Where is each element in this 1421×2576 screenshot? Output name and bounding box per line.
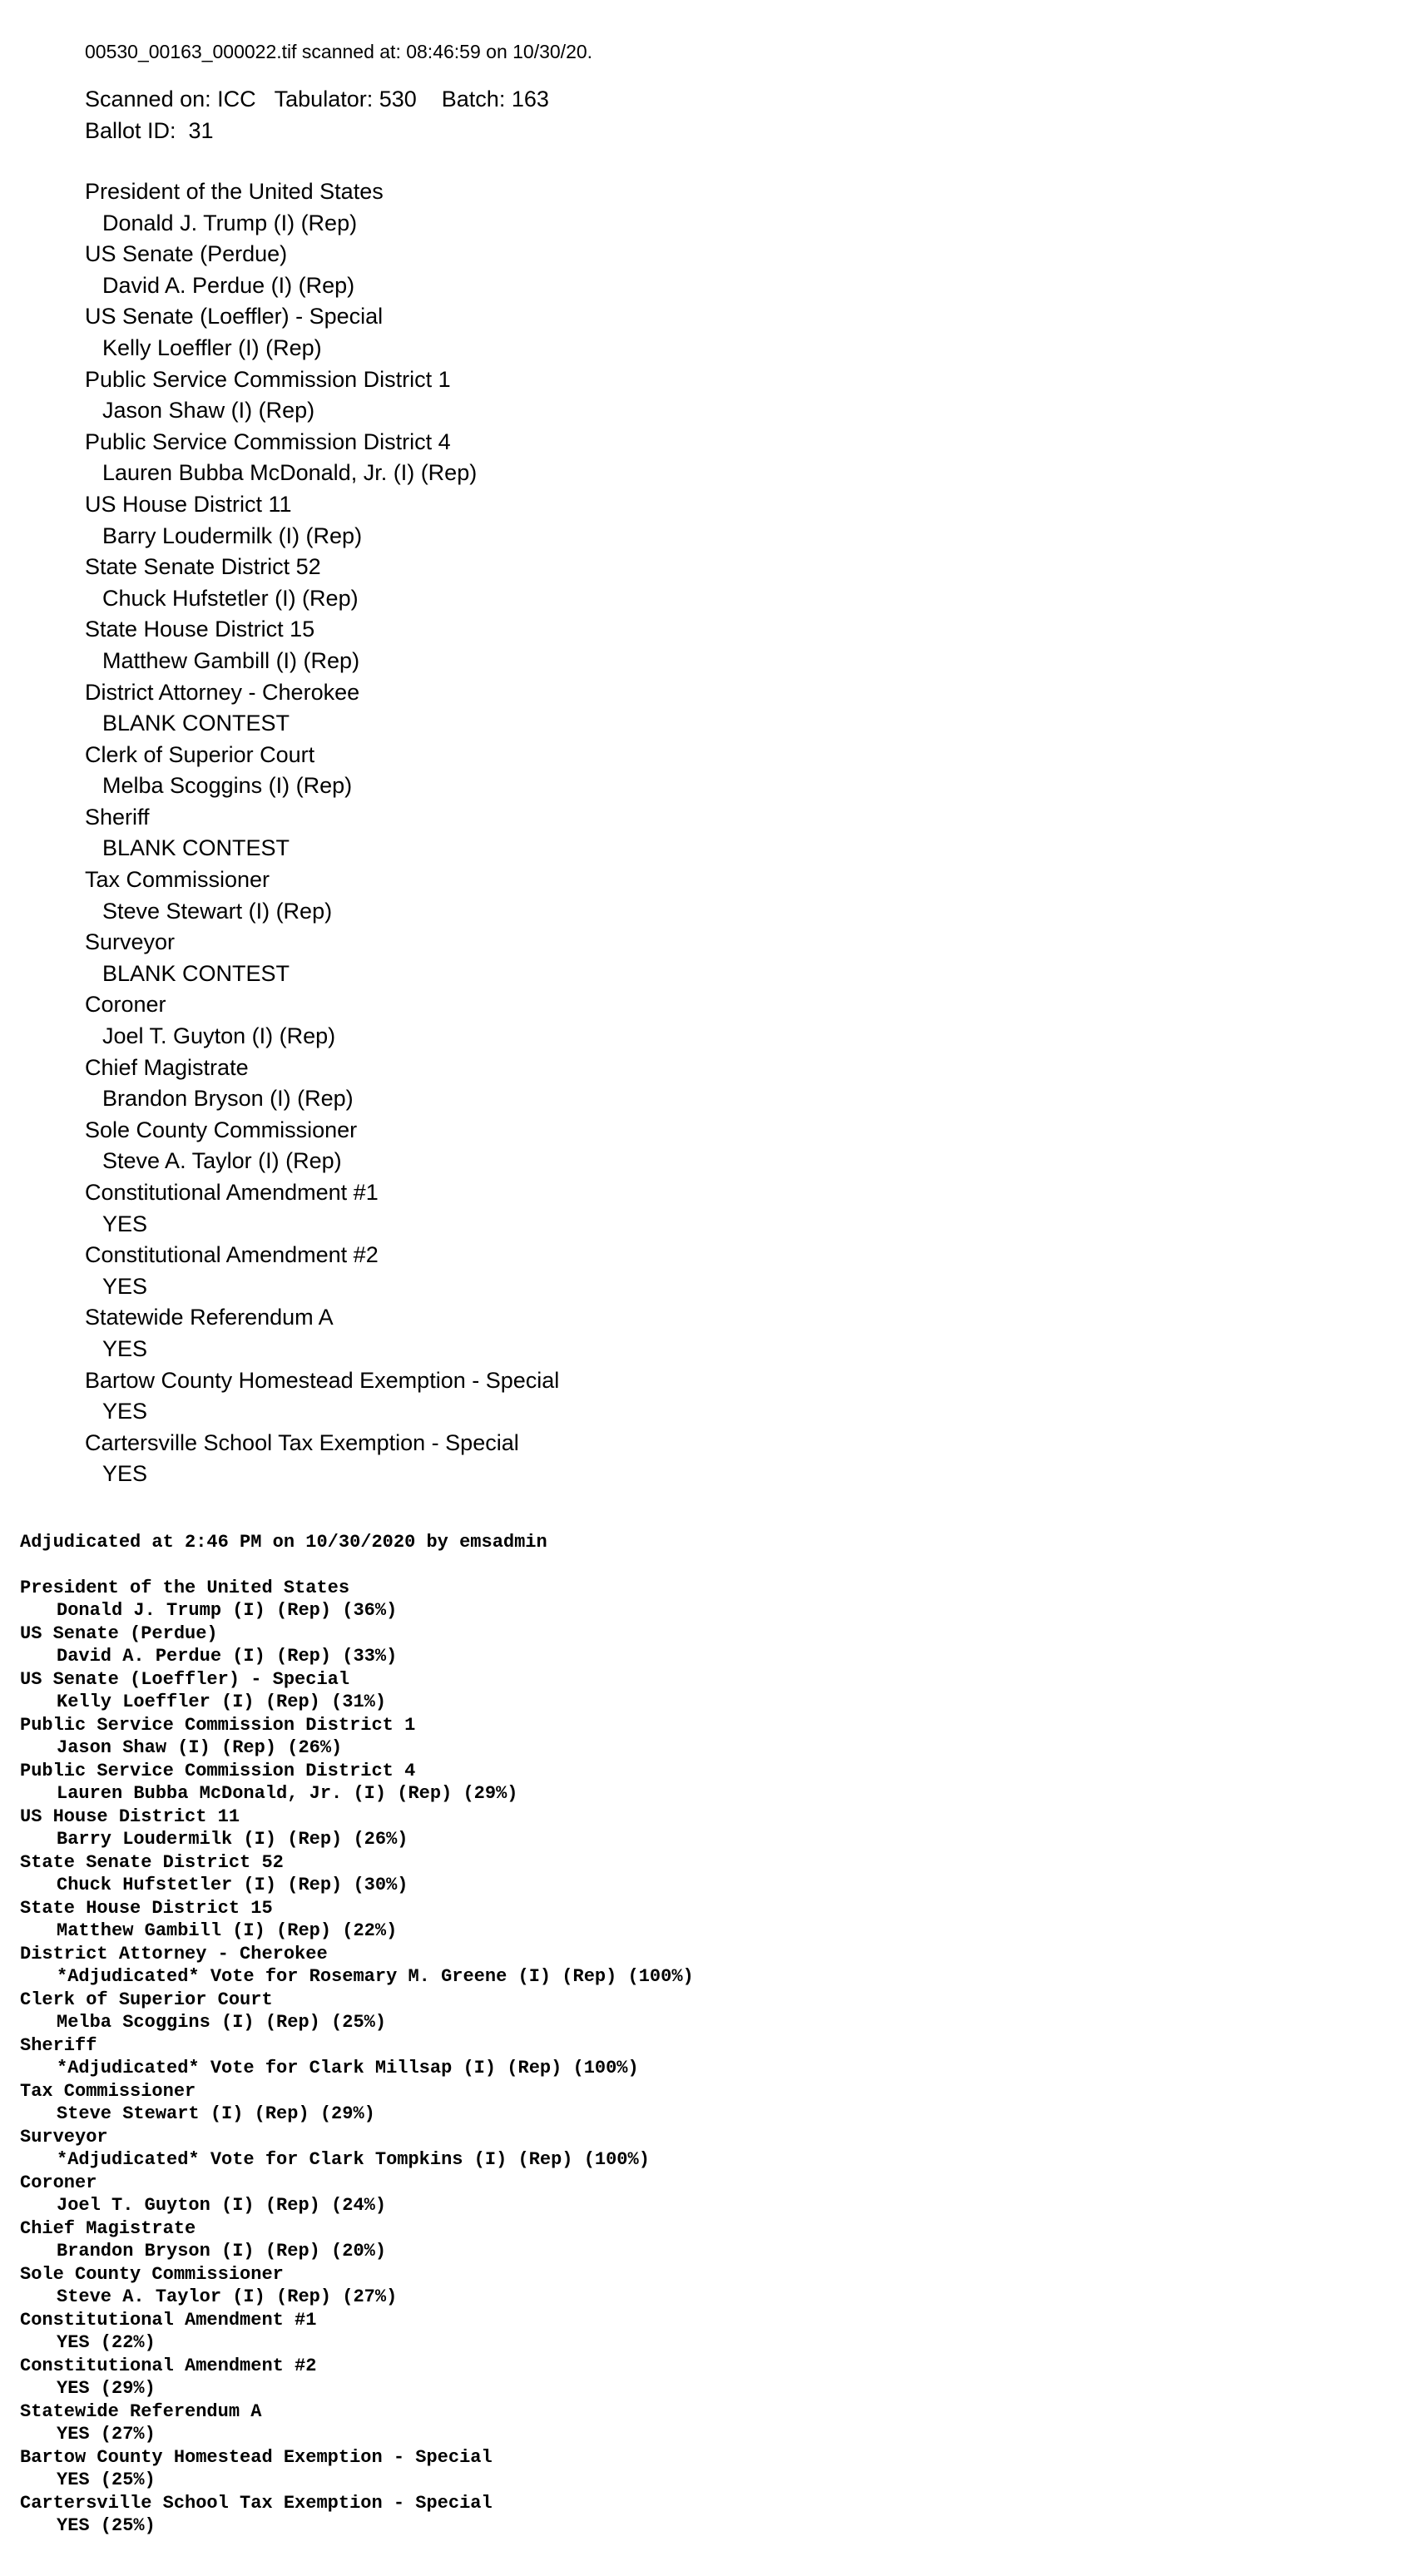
adjudicated-contest-title: Statewide Referendum A [20, 2400, 262, 2422]
adjudicated-contest-title: US Senate (Loeffler) - Special [20, 1668, 350, 1690]
scan-contest-title: US House District 11 [85, 491, 292, 517]
adjudicated-contest-title: Chief Magistrate [20, 2217, 196, 2239]
scan-contest-choice: YES [102, 1211, 148, 1236]
scan-contest-title: President of the United States [85, 179, 384, 204]
scan-section [85, 38, 1250, 1490]
adjudicated-contest-title: Public Service Commission District 4 [20, 1760, 416, 1781]
scan-contest-title: Statewide Referendum A [85, 1305, 334, 1330]
adjudicated-contest-title: State Senate District 52 [20, 1851, 284, 1873]
adjudicated-contest-choice: YES (27%) [57, 2424, 156, 2445]
scan-contest-title: Tax Commissioner [85, 867, 270, 893]
scan-contest-choice: Lauren Bubba McDonald, Jr. (I) (Rep) [102, 460, 478, 486]
adjudication-header: Adjudicated at 2:46 PM on 10/30/2020 by emsadmin [20, 1532, 547, 1553]
scan-contest-title: US Senate (Loeffler) - Special [85, 304, 384, 329]
ballot-id-line: Ballot ID: 31 [85, 118, 214, 143]
scan-contest-title: State House District 15 [85, 617, 315, 642]
scanned-on-line: Scanned on: ICC Tabulator: 530 Batch: 163 [85, 87, 549, 111]
scan-contest-title: Clerk of Superior Court [85, 741, 315, 767]
scan-contest-choice: Chuck Hufstetler (I) (Rep) [102, 585, 359, 611]
adjudicated-contest-choice: Brandon Bryson (I) (Rep) (20%) [57, 2241, 387, 2261]
adjudicated-contest-title: Constitutional Amendment #1 [20, 2309, 317, 2331]
adjudicated-contest-choice: YES (25%) [57, 2515, 156, 2536]
adjudicated-contest-choice: Melba Scoggins (I) (Rep) (25%) [57, 2012, 387, 2033]
scan-contest-choice: Steve Stewart (I) (Rep) [102, 898, 333, 924]
adjudicated-contest-title: Surveyor [20, 2126, 108, 2147]
scan-contest-title: Sheriff [85, 804, 150, 830]
adjudicated-contest-title: Sheriff [20, 2034, 97, 2056]
adjudicated-contest-title: President of the United States [20, 1577, 350, 1598]
scan-contest-choice: David A. Perdue (I) (Rep) [102, 272, 355, 298]
adjudicated-contest-choice: YES (25%) [57, 2469, 156, 2490]
scan-contest-title: Bartow County Homestead Exemption - Special [85, 1367, 560, 1393]
adjudicated-contest-choice: Kelly Loeffler (I) (Rep) (31%) [57, 1692, 387, 1712]
scan-contest-title: Public Service Commission District 4 [85, 429, 451, 454]
scan-contest-choice: Joel T. Guyton (I) (Rep) [102, 1023, 336, 1049]
scan-contest-choice: YES [102, 1399, 148, 1424]
scan-contest-title: Public Service Commission District 1 [85, 366, 451, 392]
scan-contest-title: US Senate (Perdue) [85, 241, 288, 267]
adjudicated-contest-title: US House District 11 [20, 1806, 240, 1827]
adjudicated-contest-choice: Matthew Gambill (I) (Rep) (22%) [57, 1920, 398, 1941]
adjudicated-contest-title: Cartersville School Tax Exemption - Special [20, 2492, 493, 2514]
adjudicated-contest-choice: Steve Stewart (I) (Rep) (29%) [57, 2103, 375, 2124]
scan-contest-title: Constitutional Amendment #2 [85, 1242, 379, 1268]
adjudicated-contest-title: District Attorney - Cherokee [20, 1943, 328, 1964]
scan-contest-title: Coroner [85, 992, 166, 1018]
scan-contest-choice: Matthew Gambill (I) (Rep) [102, 647, 360, 673]
scan-contest-choice: Kelly Loeffler (I) (Rep) [102, 334, 322, 360]
adjudicated-contest-choice: *Adjudicated* Vote for Clark Tompkins (I) (Rep) (100%) [57, 2149, 650, 2170]
adjudicated-contest-title: Coroner [20, 2172, 97, 2193]
adjudicated-contest-choice: Jason Shaw (I) (Rep) (26%) [57, 1737, 343, 1758]
scan-contest-list [85, 176, 1250, 1490]
scan-contest-title: Cartersville School Tax Exemption - Special [85, 1429, 519, 1455]
adjudicated-contest-choice: Barry Loudermilk (I) (Rep) (26%) [57, 1829, 408, 1850]
scan-contest-choice: Jason Shaw (I) (Rep) [102, 398, 315, 424]
scan-header: 00530_00163_000022.tif scanned at: 08:46:59 on 10/30/20. [85, 41, 593, 62]
scan-contest-title: State Senate District 52 [85, 554, 321, 580]
scan-contest-title: Surveyor [85, 929, 176, 955]
scan-contest-choice: Barry Loudermilk (I) (Rep) [102, 523, 363, 548]
scan-contest-choice: YES [102, 1273, 148, 1299]
adjudicated-contest-choice: YES (29%) [57, 2378, 156, 2399]
scan-contest-choice: BLANK CONTEST [102, 960, 290, 986]
scan-contest-title: District Attorney - Cherokee [85, 679, 360, 705]
adjudication-contest-list [20, 1577, 1351, 2538]
scan-contest-choice: Brandon Bryson (I) (Rep) [102, 1086, 354, 1112]
adjudicated-contest-choice: *Adjudicated* Vote for Rosemary M. Greene (I) (Rep) (100%) [57, 1966, 694, 1987]
scan-contest-choice: BLANK CONTEST [102, 711, 290, 736]
scan-contest-title: Sole County Commissioner [85, 1117, 358, 1142]
adjudicated-contest-choice: Steve A. Taylor (I) (Rep) (27%) [57, 2286, 398, 2307]
scan-contest-choice: YES [102, 1461, 148, 1487]
adjudicated-contest-title: State House District 15 [20, 1897, 273, 1919]
scan-contest-choice: Donald J. Trump (I) (Rep) [102, 210, 358, 235]
adjudicated-contest-title: Sole County Commissioner [20, 2263, 284, 2285]
adjudicated-contest-title: US Senate (Perdue) [20, 1622, 218, 1644]
adjudicated-contest-choice: Joel T. Guyton (I) (Rep) (24%) [57, 2195, 387, 2216]
scan-contest-choice: Melba Scoggins (I) (Rep) [102, 773, 353, 799]
adjudicated-contest-title: Tax Commissioner [20, 2080, 196, 2102]
scan-contest-choice: BLANK CONTEST [102, 835, 290, 861]
adjudication-section [20, 1531, 1351, 2538]
scan-contest-choice: YES [102, 1335, 148, 1361]
adjudicated-contest-choice: YES (22%) [57, 2332, 156, 2353]
adjudicated-contest-choice: *Adjudicated* Vote for Clark Millsap (I) (Rep) (100%) [57, 2058, 639, 2078]
adjudicated-contest-title: Clerk of Superior Court [20, 1989, 273, 2010]
scan-contest-title: Chief Magistrate [85, 1054, 249, 1080]
adjudicated-contest-title: Public Service Commission District 1 [20, 1714, 416, 1736]
adjudicated-contest-choice: Chuck Hufstetler (I) (Rep) (30%) [57, 1875, 408, 1895]
adjudicated-contest-title: Bartow County Homestead Exemption - Special [20, 2446, 493, 2468]
adjudicated-contest-title: Constitutional Amendment #2 [20, 2355, 317, 2376]
adjudicated-contest-choice: Lauren Bubba McDonald, Jr. (I) (Rep) (29%) [57, 1783, 518, 1804]
scan-contest-title: Constitutional Amendment #1 [85, 1180, 379, 1205]
adjudicated-contest-choice: David A. Perdue (I) (Rep) (33%) [57, 1646, 398, 1667]
adjudicated-contest-choice: Donald J. Trump (I) (Rep) (36%) [57, 1600, 398, 1621]
scan-contest-choice: Steve A. Taylor (I) (Rep) [102, 1148, 342, 1174]
